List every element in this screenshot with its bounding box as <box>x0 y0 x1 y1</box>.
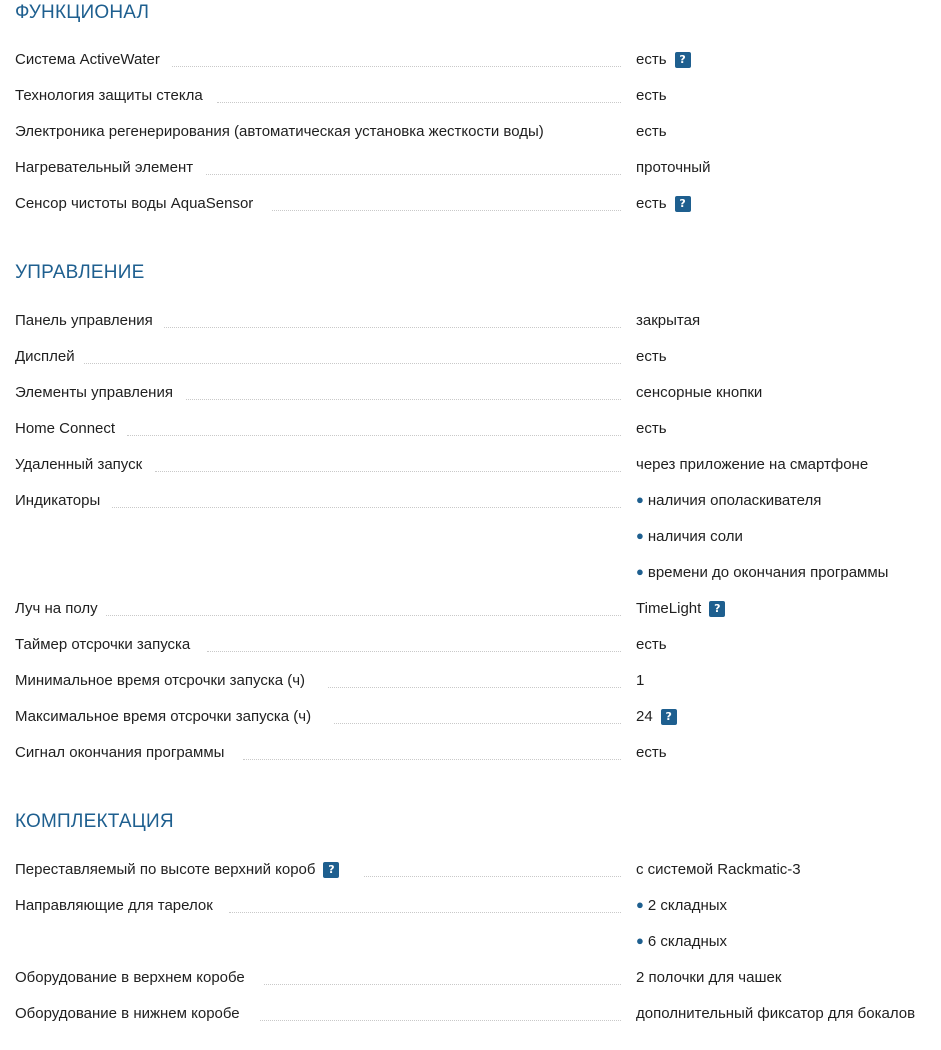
spec-value: наличия ополаскивателя <box>647 492 822 509</box>
bullet-icon: ● <box>636 492 644 507</box>
dotted-leader <box>207 651 621 652</box>
dotted-leader <box>127 435 621 436</box>
spec-value: дополнительный фиксатор для бокалов <box>636 1005 916 1022</box>
spec-name: Сенсор чистоты воды AquaSensor <box>15 195 257 212</box>
dotted-leader <box>272 210 621 211</box>
spec-value: есть <box>636 636 667 653</box>
bullet-icon: ● <box>636 933 644 948</box>
dotted-leader <box>84 363 621 364</box>
spec-value: есть <box>636 744 667 761</box>
spec-row <box>0 187 941 223</box>
spec-row <box>0 43 941 79</box>
dotted-leader <box>334 723 621 724</box>
spec-name-wrap <box>15 861 343 878</box>
bullet-icon: ● <box>636 564 644 579</box>
spec-value: есть <box>636 123 667 140</box>
spec-row <box>0 736 941 772</box>
spec-value: с системой Rackmatic-3 <box>636 861 801 878</box>
spec-value: закрытая <box>636 312 701 329</box>
spec-name: Удаленный запуск <box>15 456 146 473</box>
spec-value: наличия соли <box>647 528 743 545</box>
spec-row <box>0 115 941 151</box>
spec-name: Оборудование в верхнем коробе <box>15 969 249 986</box>
dotted-leader <box>243 759 621 760</box>
spec-row <box>0 925 941 961</box>
spec-row <box>0 484 941 520</box>
spec-name: Панель управления <box>15 312 157 329</box>
help-icon[interactable]: ? <box>709 601 725 617</box>
spec-value: 6 складных <box>647 933 728 950</box>
help-icon[interactable]: ? <box>661 709 677 725</box>
spec-row <box>0 340 941 376</box>
spec-row <box>0 853 941 889</box>
spec-value-wrap <box>636 51 691 68</box>
dotted-leader <box>364 876 621 877</box>
spec-name: Направляющие для тарелок <box>15 897 217 914</box>
spec-value-wrap <box>636 897 727 914</box>
spec-value: 2 складных <box>647 897 728 914</box>
spec-value: есть <box>636 87 667 104</box>
spec-name: Оборудование в нижнем коробе <box>15 1005 244 1022</box>
spec-name: Минимальное время отсрочки запуска (ч) <box>15 672 309 689</box>
spec-row <box>0 628 941 664</box>
spec-row <box>0 79 941 115</box>
spec-value: TimeLight <box>636 600 702 617</box>
spec-row <box>0 151 941 187</box>
section-title: КОМПЛЕКТАЦИЯ <box>15 811 174 832</box>
spec-row <box>0 961 941 997</box>
spec-value: есть <box>636 51 667 68</box>
spec-value: есть <box>636 348 667 365</box>
dotted-leader <box>206 174 621 175</box>
bullet-icon: ● <box>636 528 644 543</box>
spec-value-wrap <box>636 528 743 545</box>
section-title: УПРАВЛЕНИЕ <box>15 262 145 283</box>
spec-value-wrap <box>636 564 888 581</box>
bullet-icon: ● <box>636 897 644 912</box>
spec-name: Система ActiveWater <box>15 51 164 68</box>
dotted-leader <box>217 102 621 103</box>
help-icon[interactable]: ? <box>675 52 691 68</box>
spec-value-wrap <box>636 195 691 212</box>
help-icon[interactable]: ? <box>323 862 339 878</box>
spec-row <box>0 700 941 736</box>
dotted-leader <box>264 984 621 985</box>
spec-row <box>0 664 941 700</box>
spec-value-wrap <box>636 492 821 509</box>
spec-name: Максимальное время отсрочки запуска (ч) <box>15 708 315 725</box>
spec-name: Дисплей <box>15 348 79 365</box>
spec-value: 1 <box>636 672 645 689</box>
spec-value-wrap <box>636 708 677 725</box>
dotted-leader <box>106 615 621 616</box>
dotted-leader <box>229 912 621 913</box>
spec-name: Технология защиты стекла <box>15 87 207 104</box>
spec-value: есть <box>636 420 667 437</box>
spec-row <box>0 412 941 448</box>
spec-value: 2 полочки для чашек <box>636 969 782 986</box>
spec-row <box>0 376 941 412</box>
spec-value: 24 <box>636 708 653 725</box>
spec-value: сенсорные кнопки <box>636 384 763 401</box>
spec-row <box>0 556 941 592</box>
spec-name: Переставляемый по высоте верхний короб <box>15 861 316 878</box>
spec-name: Сигнал окончания программы <box>15 744 228 761</box>
spec-value: есть <box>636 195 667 212</box>
dotted-leader <box>155 471 621 472</box>
spec-row <box>0 592 941 628</box>
spec-row <box>0 889 941 925</box>
help-icon[interactable]: ? <box>675 196 691 212</box>
dotted-leader <box>186 399 621 400</box>
spec-value: проточный <box>636 159 711 176</box>
spec-row <box>0 997 941 1033</box>
dotted-leader <box>328 687 621 688</box>
spec-value-wrap <box>636 600 725 617</box>
dotted-leader <box>260 1020 621 1021</box>
spec-name: Элементы управления <box>15 384 177 401</box>
spec-name: Нагревательный элемент <box>15 159 197 176</box>
spec-value: через приложение на смартфоне <box>636 456 869 473</box>
section-title: ФУНКЦИОНАЛ <box>15 2 150 23</box>
spec-row <box>0 448 941 484</box>
spec-name: Электроника регенерирования (автоматическая установка жесткости воды) <box>15 123 548 140</box>
spec-name: Таймер отсрочки запуска <box>15 636 194 653</box>
dotted-leader <box>112 507 621 508</box>
spec-value-wrap <box>636 933 727 950</box>
dotted-leader <box>172 66 621 67</box>
spec-row <box>0 520 941 556</box>
spec-name: Home Connect <box>15 420 119 437</box>
spec-name: Луч на полу <box>15 600 102 617</box>
spec-row <box>0 304 941 340</box>
spec-value: времени до окончания программы <box>647 564 889 581</box>
dotted-leader <box>164 327 621 328</box>
spec-name: Индикаторы <box>15 492 104 509</box>
